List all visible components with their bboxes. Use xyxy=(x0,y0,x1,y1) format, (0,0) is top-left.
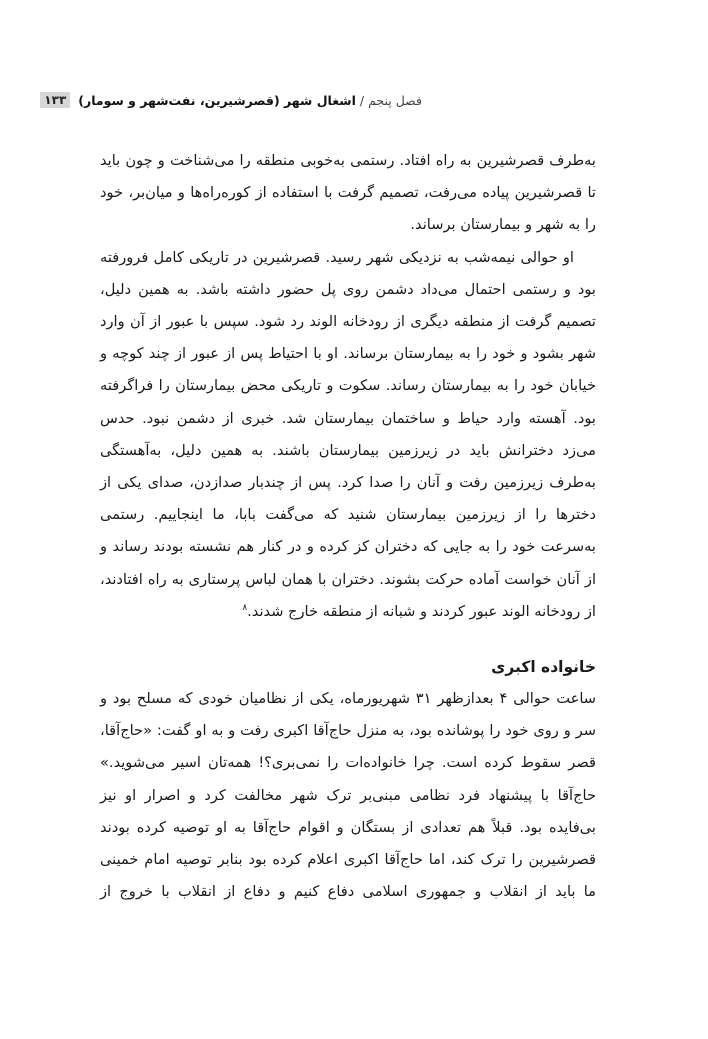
section-heading: خانواده اکبری xyxy=(491,658,596,676)
footnote-reference: ۸ xyxy=(242,602,248,613)
body-text-top xyxy=(100,145,596,628)
paragraph: به‌طرف قصرشیرین به راه افتاد. رستمی به‌خوبی منطقه را می‌شناخت و چون باید تا قصرشیرین پیاده می‌رفت، تصمیم گرفت با استفاده از کوره‌راه‌ها و میان‌بر، خود را به شهر و بیمارستان برساند. xyxy=(100,152,596,234)
running-header xyxy=(44,88,428,112)
paragraph-with-footnote xyxy=(100,242,596,628)
paragraph: ساعت حوالی ۴ بعدازظهر ۳۱ شهریورماه، یکی از نظامیان خودی که مسلح بود و سر و روی خود را پوشانده بود، به منزل حاج‌آقا اکبری رفت و به او گفت: «حاج‌آقا، قصر سقوط کرده است. چرا خانواده‌ات را نمی‌بری؟! همه‌تان اسیر می‌شوید.» حاج‌آقا با پیشنهاد فرد نظامی مبنی‌بر ترک شهر مخالفت کرد و اصرار او نیز بی‌فایده بود. قبلاً هم تعدادی از بستگان و اقوام حاج‌آقا به او توصیه کرده بودند قصرشیرین را ترک کند، اما حاج‌آقا اکبری اعلام کرده بود بنابر توصیه امام خمینی ما باید از انقلاب و جمهوری اسلامی دفاع کنیم و دفاع از انقلاب با خروج از xyxy=(100,690,596,901)
chapter-label: فصل پنجم xyxy=(368,92,422,108)
page-number: ۱۳۳ xyxy=(40,92,70,108)
chapter-title: اشغال شهر (قصرشیرین، نفت‌شهر و سومار) xyxy=(78,92,356,108)
header-separator: / xyxy=(359,92,365,108)
body-text-bottom xyxy=(100,683,596,908)
paragraph-text: او حوالی نیمه‌شب به نزدیکی شهر رسید. قصرشیرین در تاریکی کامل فرورفته بود و رستمی احتمال می‌داد دشمن روی پل حضور داشته باشد. به همین دلیل، تصمیم گرفت از منطقه دیگری از رودخانه الوند رد شود. سپس با عبور از آن وارد شهر بشود و خود را به بیمارستان برساند. او با احتیاط پس از عبور از چند کوچه و خیابان خود را به بیمارستان رساند. سکوت و تاریکی محض بیمارستان را فراگرفته بود. آهسته وارد حیاط و ساختمان بیمارستان شد. خبری از دشمن نبود. حدس می‌زد دخترانش باید در زیرزمین بیمارستان باشند. به همین دلیل، به‌آهستگی به‌طرف زیرزمین رفت و آنان را صدا کرد. پس از چندبار صدازدن، صدای یکی از دخترها را از زیرزمین بیمارستان شنید که می‌گفت بابا، ما اینجاییم. رستمی به‌سرعت خود را به جایی که دختران کز کرده و در کنار هم نشسته بودند رساند و از آنان خواست آماده حرکت بشوند. دختران با همان لباس پرستاری به راه افتادند، از رودخانه الوند عبور کردند و شبانه از منطقه خارج شدند. xyxy=(100,248,596,620)
